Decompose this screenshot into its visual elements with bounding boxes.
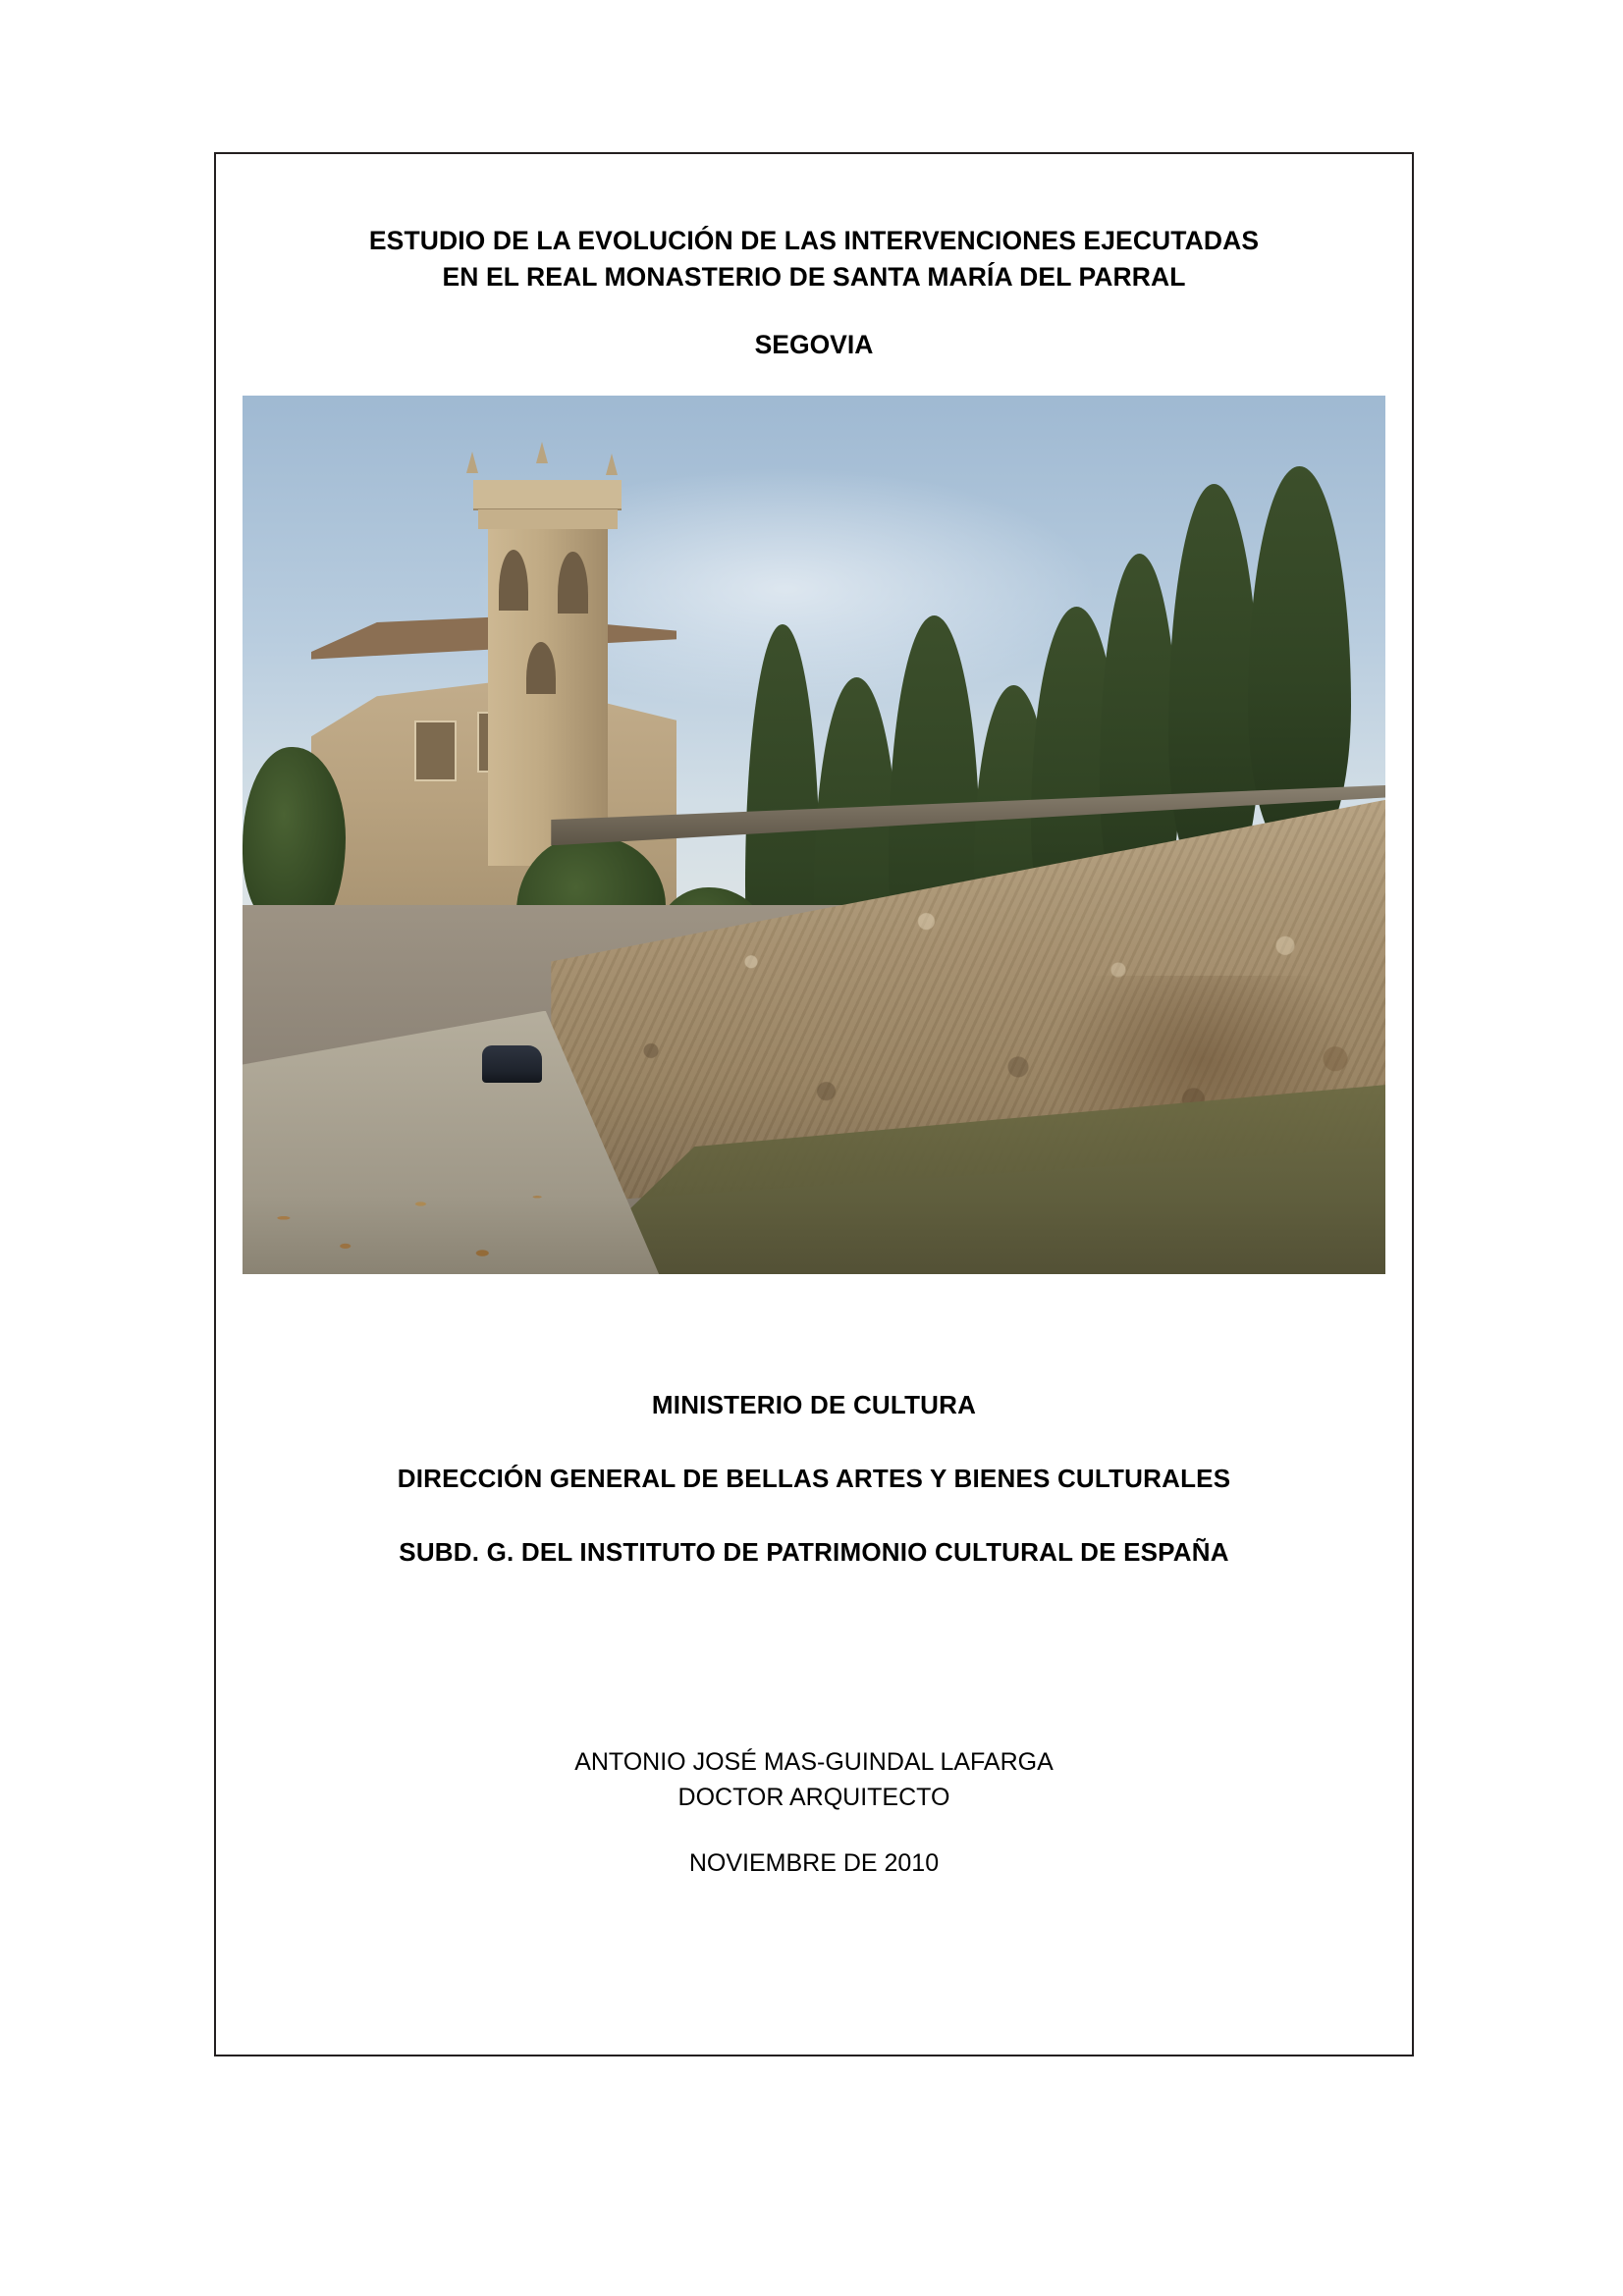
cover-page xyxy=(214,152,1414,2056)
organization-directorate: DIRECCIÓN GENERAL DE BELLAS ARTES Y BIENES CULTURALES xyxy=(397,1464,1231,1494)
photo-tower-pinnacle-left xyxy=(466,452,478,473)
monastery-cover-photo xyxy=(243,396,1385,1274)
document-title-line-1: ESTUDIO DE LA EVOLUCIÓN DE LAS INTERVENCIONES EJECUTADAS xyxy=(368,226,1260,255)
photo-parked-car xyxy=(482,1045,542,1083)
photo-fallen-leaves xyxy=(243,1134,585,1274)
organization-block xyxy=(216,1390,1412,1568)
author-block xyxy=(216,1744,1412,1878)
organization-subdirectorate: SUBD. G. DEL INSTITUTO DE PATRIMONIO CULTURAL DE ESPAÑA xyxy=(399,1537,1229,1568)
author-role: DOCTOR ARQUITECTO xyxy=(677,1784,950,1812)
title-block xyxy=(216,154,1412,360)
author-name: ANTONIO JOSÉ MAS-GUINDAL LAFARGA xyxy=(574,1748,1054,1777)
photo-tower-pinnacle-right xyxy=(606,454,618,475)
photo-tower-balustrade xyxy=(478,509,618,529)
document-title-line-2: EN EL REAL MONASTERIO DE SANTA MARÍA DEL PARRAL xyxy=(442,261,1186,292)
organization-ministry: MINISTERIO DE CULTURA xyxy=(651,1390,977,1420)
photo-tower-cornice xyxy=(473,480,622,510)
photo-church-window-1 xyxy=(414,721,458,781)
photo-tower-pinnacle-center xyxy=(536,442,548,463)
document-location: SEGOVIA xyxy=(754,330,874,360)
document-date: NOVIEMBRE DE 2010 xyxy=(688,1848,940,1877)
